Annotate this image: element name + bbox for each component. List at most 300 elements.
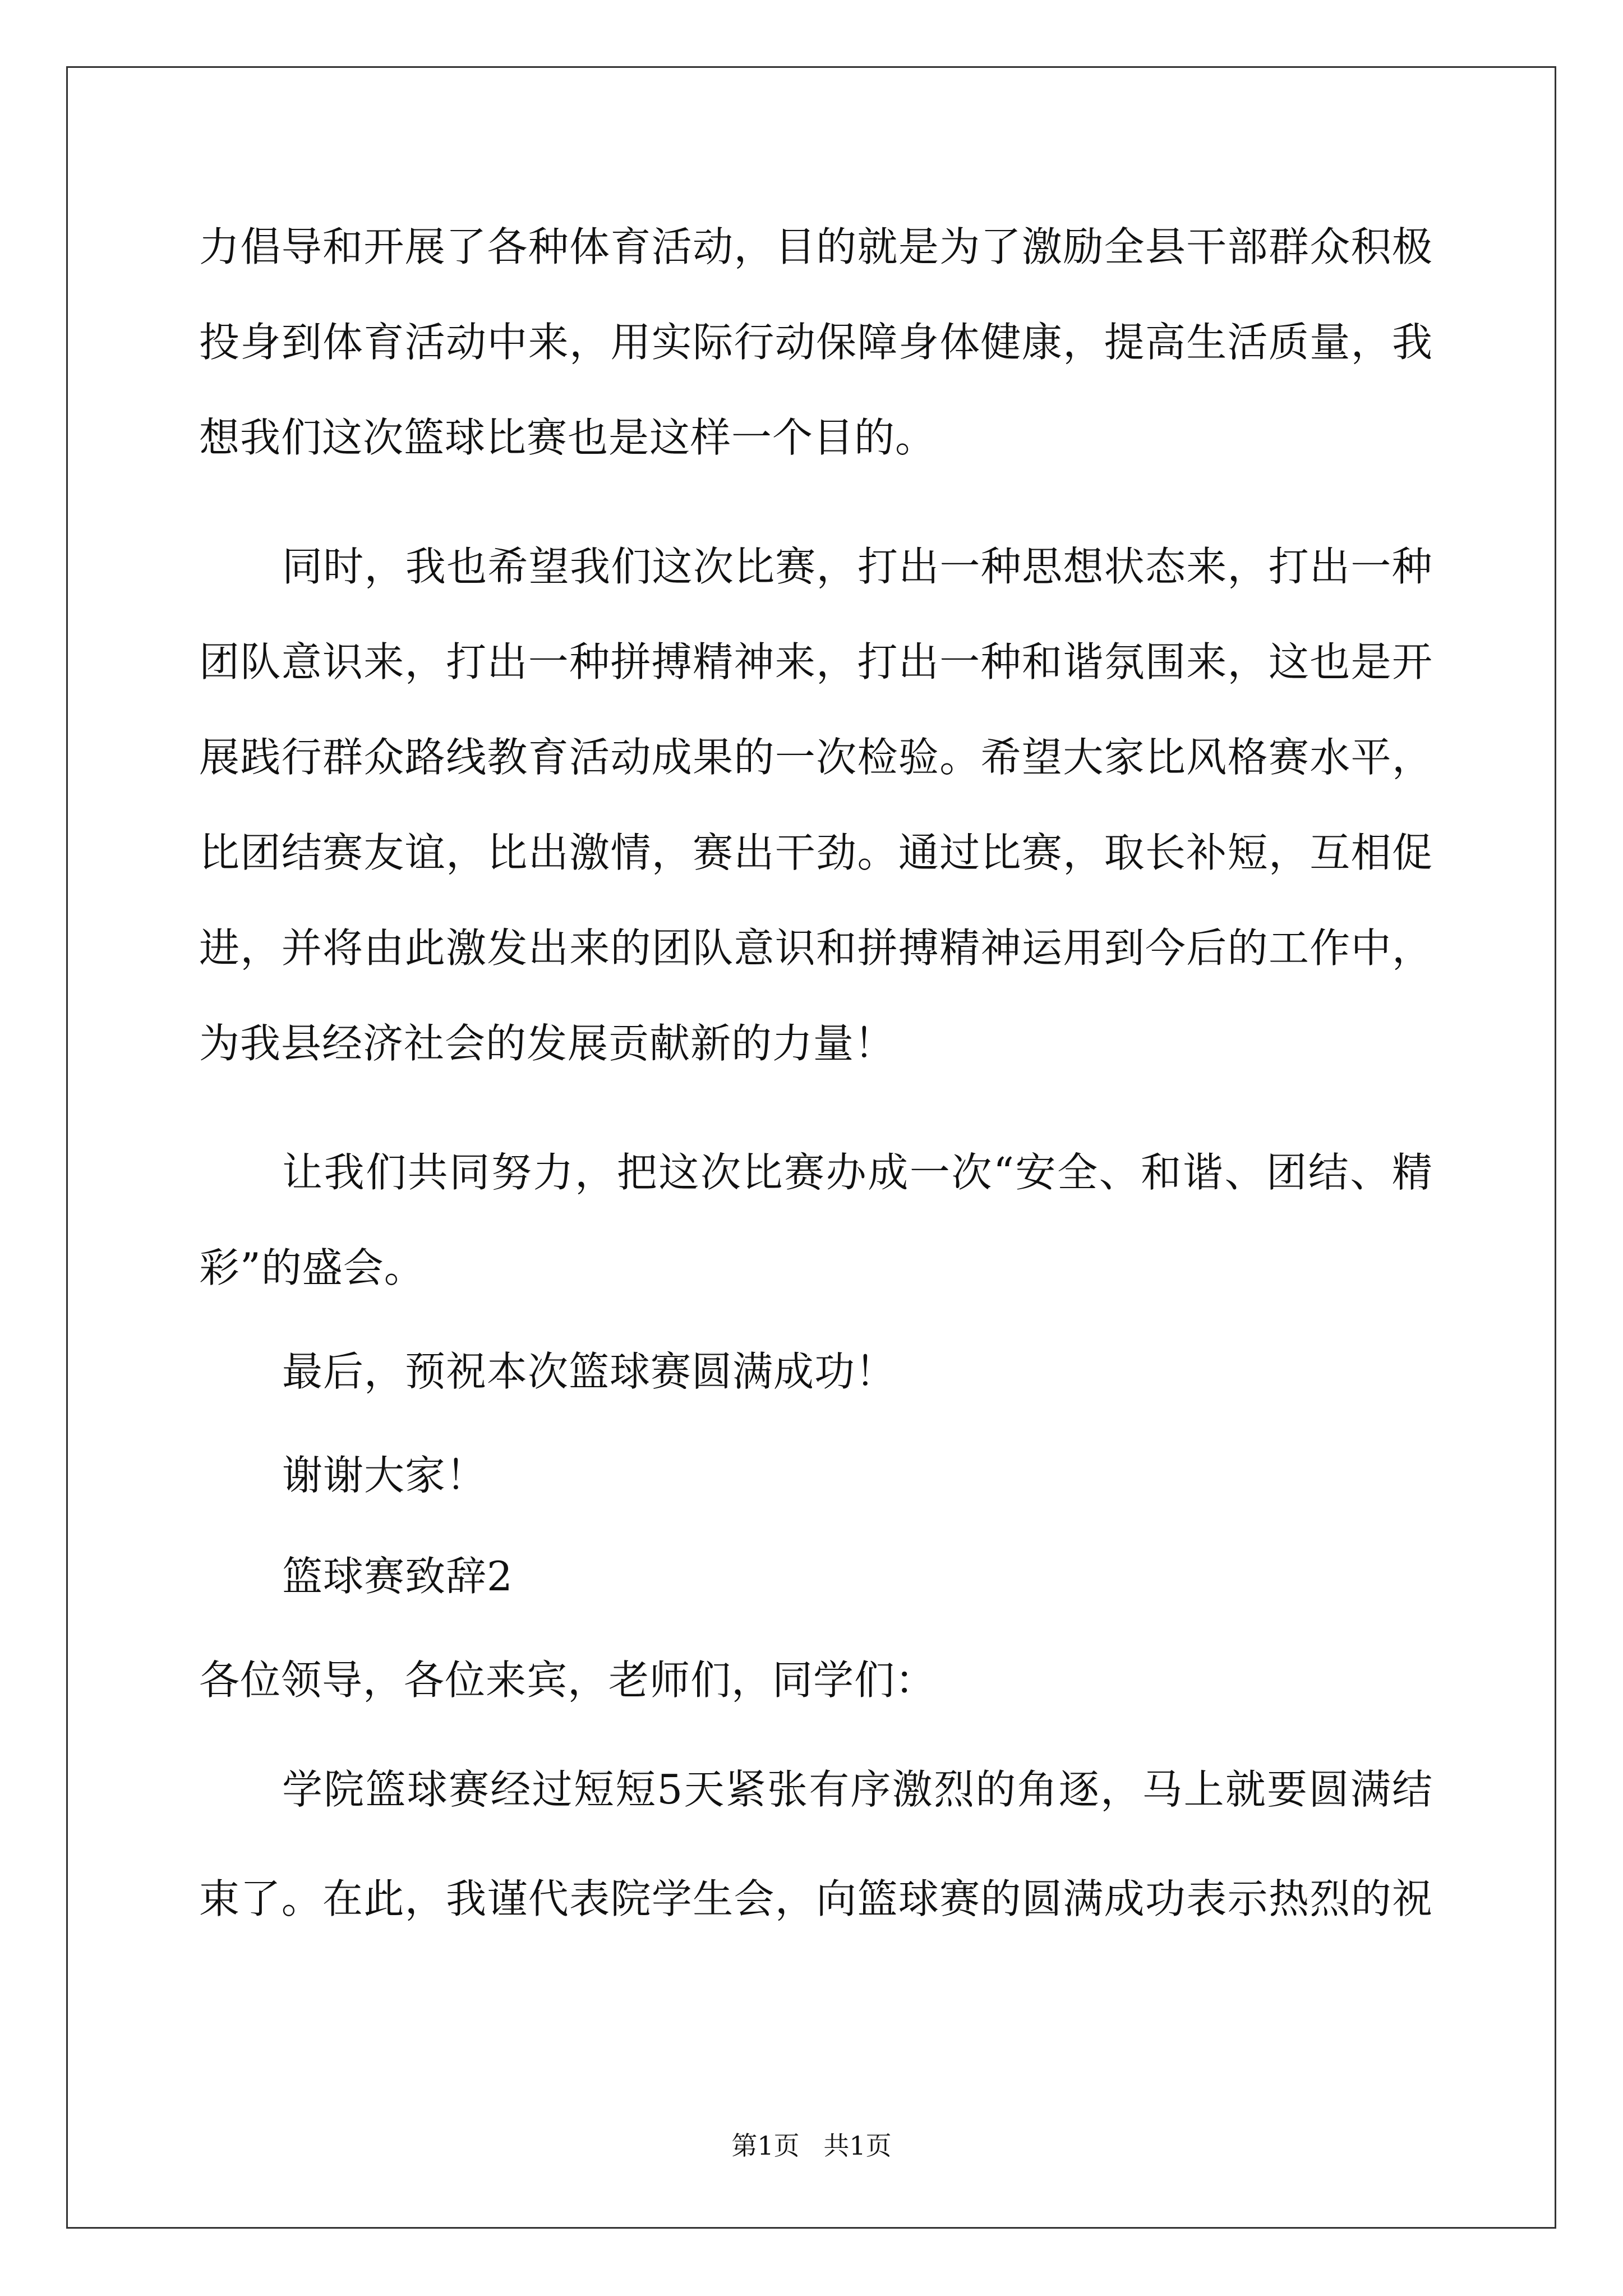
glyph: 工	[1268, 924, 1310, 972]
text-line: 为我县经济社会的发展贡献新的力量！	[199, 1020, 896, 1067]
glyph: 导	[281, 223, 322, 270]
salutation-line: 各位领导，各位来宾，老师们，同学们：	[199, 1657, 937, 1704]
glyph: ，	[404, 1875, 446, 1922]
glyph: 赛	[1268, 734, 1310, 781]
glyph: 意	[734, 924, 775, 972]
glyph: 群	[1268, 223, 1310, 270]
glyph: 识	[774, 924, 816, 972]
glyph: 天	[684, 1766, 725, 1813]
glyph: 团	[1266, 1149, 1308, 1196]
glyph: 一	[774, 734, 816, 781]
glyph: 由	[363, 924, 405, 972]
glyph: ，	[734, 223, 775, 270]
glyph: 种	[980, 543, 1022, 590]
glyph: 进	[199, 924, 241, 972]
glyph: 识	[322, 638, 364, 685]
glyph: 满	[1350, 1766, 1391, 1813]
glyph: 比	[980, 829, 1022, 876]
glyph: 各	[487, 223, 528, 270]
glyph: 发	[487, 924, 528, 972]
glyph: 篮	[857, 1875, 898, 1922]
glyph: 状	[1104, 543, 1145, 590]
glyph: 家	[1104, 734, 1145, 781]
glyph: 赛	[784, 1149, 826, 1196]
glyph: 想	[1063, 543, 1104, 590]
glyph: 表	[569, 1875, 611, 1922]
glyph: 就	[1225, 1766, 1266, 1813]
glyph: 干	[774, 829, 816, 876]
glyph: 为	[939, 223, 981, 270]
glyph: 赛	[939, 1875, 981, 1922]
glyph: 、	[1099, 1149, 1140, 1196]
glyph: 次	[700, 1149, 741, 1196]
text-line	[199, 314, 1433, 370]
glyph: 运	[1021, 924, 1063, 972]
glyph: 比	[199, 829, 241, 876]
glyph: 一	[909, 1149, 951, 1196]
glyph: 健	[980, 319, 1022, 366]
glyph: 开	[1391, 638, 1433, 685]
glyph: 拼	[857, 924, 898, 972]
glyph: 友	[363, 829, 405, 876]
glyph: 张	[767, 1766, 808, 1813]
glyph: 赛	[1021, 829, 1063, 876]
glyph: 动	[610, 734, 652, 781]
text-line: 想我们这次篮球比赛也是这样一个目的。	[199, 414, 937, 461]
glyph: 来	[1186, 638, 1228, 685]
thanks-line: 谢谢大家！	[282, 1452, 487, 1499]
glyph: 过	[939, 829, 981, 876]
glyph: 序	[850, 1766, 892, 1813]
glyph: 开	[363, 223, 405, 270]
glyph: 路	[404, 734, 446, 781]
glyph: 力	[533, 1149, 574, 1196]
glyph: 来	[528, 319, 569, 366]
glyph: 的	[734, 734, 775, 781]
glyph: 体	[939, 319, 981, 366]
glyph: 活	[1227, 319, 1269, 366]
glyph: 育	[363, 319, 405, 366]
glyph: 的	[610, 924, 652, 972]
glyph: 队	[240, 638, 282, 685]
glyph: 。	[281, 1875, 322, 1922]
glyph: 热	[1268, 1875, 1310, 1922]
glyph: 也	[1310, 638, 1351, 685]
glyph: 出	[734, 829, 775, 876]
glyph: 动	[774, 319, 816, 366]
glyph: 际	[693, 319, 734, 366]
glyph: 团	[199, 638, 241, 685]
glyph: ，	[404, 638, 446, 685]
glyph: 祝	[1391, 1875, 1433, 1922]
glyph: 身	[240, 319, 282, 366]
glyph: 此	[363, 1875, 405, 1922]
glyph: 的	[980, 1875, 1022, 1922]
glyph: ，	[575, 1149, 616, 1196]
glyph: 教	[487, 734, 528, 781]
glyph: 把	[616, 1149, 658, 1196]
glyph: 格	[1227, 734, 1269, 781]
glyph: 和	[322, 223, 364, 270]
glyph: 短	[1227, 829, 1269, 876]
glyph: 相	[1350, 829, 1392, 876]
glyph: 劲	[816, 829, 857, 876]
text-line	[199, 920, 1433, 976]
glyph: ，	[446, 829, 487, 876]
glyph: 比	[487, 829, 528, 876]
total-pages: 共1页	[823, 2131, 892, 2161]
glyph: 精	[939, 924, 981, 972]
glyph: 赛	[693, 829, 734, 876]
glyph: 来	[1186, 543, 1228, 590]
glyph: 补	[1186, 829, 1228, 876]
glyph: 烈	[1310, 1875, 1351, 1922]
glyph: 激	[892, 1766, 933, 1813]
glyph: 此	[404, 924, 446, 972]
glyph: 比	[734, 543, 776, 590]
glyph: 力	[199, 223, 241, 270]
glyph: 成	[651, 734, 693, 781]
glyph: 思	[1022, 543, 1063, 590]
glyph: 、	[1224, 1149, 1266, 1196]
glyph: 束	[199, 1875, 241, 1922]
glyph: 育	[610, 223, 652, 270]
glyph: 烈	[934, 1766, 975, 1813]
glyph: 一	[1350, 543, 1392, 590]
glyph: 和	[816, 924, 857, 972]
glyph: 活	[404, 319, 446, 366]
glyph: ，	[240, 924, 282, 972]
glyph: 育	[528, 734, 569, 781]
glyph: 果	[693, 734, 734, 781]
glyph: 干	[1186, 223, 1228, 270]
glyph: 我	[446, 1875, 487, 1922]
glyph: 角	[1017, 1766, 1058, 1813]
glyph: 圆	[1308, 1766, 1350, 1813]
glyph: 践	[240, 734, 282, 781]
glyph: 代	[528, 1875, 569, 1922]
paragraph-start-line	[199, 1144, 1433, 1200]
glyph: 赛	[322, 829, 364, 876]
glyph: 种	[980, 638, 1022, 685]
glyph: 县	[1145, 223, 1186, 270]
text-line	[199, 219, 1433, 275]
glyph: 线	[446, 734, 487, 781]
glyph: 让	[282, 1149, 324, 1196]
glyph: 活	[651, 223, 693, 270]
glyph: 作	[1310, 924, 1351, 972]
glyph: 结	[1391, 1766, 1433, 1813]
glyph: 的	[1227, 924, 1269, 972]
glyph: ，	[774, 1875, 816, 1922]
glyph: 5	[657, 1766, 684, 1813]
glyph: 态	[1145, 543, 1186, 590]
text-line	[199, 634, 1433, 690]
glyph: 学	[282, 1766, 324, 1813]
glyph: 极	[1391, 223, 1433, 270]
glyph: 谐	[1063, 638, 1104, 685]
glyph: 用	[610, 319, 652, 366]
glyph: 这	[652, 543, 693, 590]
glyph: 生	[1186, 319, 1228, 366]
glyph: 精	[693, 638, 734, 685]
glyph: 短	[573, 1766, 615, 1813]
glyph: 氛	[1104, 638, 1145, 685]
glyph: 办	[826, 1149, 867, 1196]
glyph: 谊	[404, 829, 446, 876]
glyph: 次	[816, 734, 857, 781]
glyph: 院	[324, 1766, 365, 1813]
glyph: 出	[528, 924, 569, 972]
glyph: “	[993, 1149, 1015, 1196]
glyph: 质	[1268, 319, 1310, 366]
glyph: 行	[281, 734, 322, 781]
glyph: 并	[281, 924, 322, 972]
glyph: 院	[610, 1875, 652, 1922]
glyph: 到	[1104, 924, 1145, 972]
glyph: 激	[1021, 223, 1063, 270]
glyph: 满	[1063, 1875, 1104, 1922]
glyph: 团	[651, 924, 693, 972]
glyph: ，	[651, 829, 693, 876]
glyph: 、	[1350, 1149, 1391, 1196]
glyph: 用	[1063, 924, 1104, 972]
glyph: 群	[322, 734, 364, 781]
glyph: 种	[528, 223, 569, 270]
glyph: 比	[742, 1149, 783, 1196]
glyph: 同	[282, 543, 324, 590]
glyph: 的	[816, 223, 857, 270]
glyph: 出	[1310, 543, 1351, 590]
glyph: 动	[693, 223, 734, 270]
glyph: 功	[1145, 1875, 1186, 1922]
glyph: 意	[281, 638, 322, 685]
glyph: 。	[939, 734, 981, 781]
glyph: 短	[615, 1766, 657, 1813]
glyph: 学	[651, 1875, 693, 1922]
glyph: 激	[569, 829, 611, 876]
glyph: 来	[774, 638, 816, 685]
glyph: 出	[898, 543, 940, 590]
glyph: 共	[407, 1149, 449, 1196]
glyph: 这	[1268, 638, 1310, 685]
glyph: 了	[446, 223, 487, 270]
glyph: 示	[1227, 1875, 1269, 1922]
glyph: 要	[1267, 1766, 1308, 1813]
glyph: 篮	[365, 1766, 407, 1813]
glyph: 出	[898, 638, 939, 685]
glyph: 是	[1350, 638, 1392, 685]
glyph: 水	[1310, 734, 1351, 781]
page-number: 第1页	[731, 2131, 800, 2161]
glyph: 谐	[1182, 1149, 1224, 1196]
glyph: 全	[1104, 223, 1145, 270]
glyph: 的	[1350, 1875, 1392, 1922]
glyph: 神	[734, 638, 775, 685]
glyph: 有	[809, 1766, 850, 1813]
glyph: 同	[449, 1149, 491, 1196]
glyph: ，	[1391, 924, 1433, 972]
glyph: 了	[980, 223, 1022, 270]
glyph: 体	[569, 223, 611, 270]
paragraph-start-line	[199, 539, 1433, 595]
glyph: 在	[322, 1875, 364, 1922]
glyph: 圆	[1021, 1875, 1063, 1922]
glyph: 打	[857, 543, 898, 590]
glyph: ，	[569, 319, 611, 366]
glyph: 来	[363, 638, 405, 685]
glyph: 一	[528, 638, 569, 685]
glyph: 望	[528, 543, 570, 590]
glyph: 结	[281, 829, 322, 876]
glyph: 到	[281, 319, 322, 366]
glyph: 提	[1104, 319, 1145, 366]
glyph: 一	[939, 638, 981, 685]
glyph: 会	[734, 1875, 775, 1922]
glyph: ，	[1227, 638, 1269, 685]
glyph: 康	[1021, 319, 1063, 366]
glyph: 将	[322, 924, 364, 972]
glyph: 球	[898, 1875, 939, 1922]
glyph: 逐	[1058, 1766, 1100, 1813]
glyph: ，	[1100, 1766, 1142, 1813]
glyph: ，	[1350, 319, 1392, 366]
glyph: ，	[1063, 829, 1104, 876]
section-heading: 篮球赛致辞2	[282, 1553, 513, 1600]
glyph: ，	[816, 638, 857, 685]
glyph: 团	[240, 829, 282, 876]
glyph: 投	[199, 319, 241, 366]
glyph: 部	[1227, 223, 1269, 270]
glyph: 们	[611, 543, 652, 590]
glyph: ，	[1268, 829, 1310, 876]
glyph: 激	[446, 924, 487, 972]
glyph: 这	[658, 1149, 700, 1196]
glyph: 我	[1391, 319, 1433, 366]
glyph: 的	[975, 1766, 1017, 1813]
glyph: 神	[980, 924, 1022, 972]
glyph: 紧	[725, 1766, 767, 1813]
glyph: 来	[569, 924, 611, 972]
glyph: 马	[1142, 1766, 1183, 1813]
glyph: 安	[1015, 1149, 1057, 1196]
glyph: 表	[1186, 1875, 1228, 1922]
glyph: 众	[363, 734, 405, 781]
glyph: ，	[364, 543, 405, 590]
glyph: 目	[774, 223, 816, 270]
glyph: 取	[1104, 829, 1145, 876]
glyph: 赛	[449, 1766, 490, 1813]
glyph: 体	[322, 319, 364, 366]
glyph: 检	[857, 734, 898, 781]
glyph: 赛	[775, 543, 817, 590]
glyph: 展	[199, 734, 241, 781]
glyph: 长	[1145, 829, 1186, 876]
glyph: 和	[1141, 1149, 1182, 1196]
glyph: 围	[1145, 638, 1186, 685]
glyph: 促	[1391, 829, 1433, 876]
glyph: 积	[1350, 223, 1392, 270]
glyph: 障	[857, 319, 898, 366]
glyph: 生	[693, 1875, 734, 1922]
glyph: ，	[1063, 319, 1104, 366]
glyph: 希	[487, 543, 529, 590]
glyph: 行	[734, 319, 775, 366]
glyph: 情	[610, 829, 652, 876]
glyph: 上	[1183, 1766, 1225, 1813]
text-line	[199, 1871, 1433, 1927]
glyph: 一	[939, 543, 981, 590]
glyph: 后	[1186, 924, 1228, 972]
glyph: ，	[1227, 543, 1269, 590]
glyph: 打	[1268, 543, 1310, 590]
glyph: 种	[569, 638, 611, 685]
glyph: 中	[487, 319, 528, 366]
glyph: 高	[1145, 319, 1186, 366]
glyph: 互	[1310, 829, 1351, 876]
glyph: 也	[446, 543, 488, 590]
glyph: 希	[980, 734, 1022, 781]
glyph: 球	[407, 1766, 448, 1813]
glyph: 我	[569, 543, 611, 590]
glyph: 出	[487, 638, 528, 685]
glyph: 望	[1021, 734, 1063, 781]
glyph: 和	[1021, 638, 1063, 685]
glyph: 。	[857, 829, 898, 876]
text-line	[199, 729, 1433, 785]
glyph: 种	[1391, 543, 1433, 590]
glyph: 活	[569, 734, 611, 781]
glyph: 验	[898, 734, 939, 781]
glyph: 经	[490, 1766, 532, 1813]
glyph: 大	[1063, 734, 1104, 781]
glyph: 展	[404, 223, 446, 270]
glyph: 队	[693, 924, 734, 972]
glyph: 结	[1308, 1149, 1349, 1196]
text-line: 彩”的盛会。	[199, 1244, 425, 1291]
glyph: 成	[868, 1149, 909, 1196]
glyph: 就	[857, 223, 898, 270]
glyph: 众	[1310, 223, 1351, 270]
glyph: 时	[323, 543, 365, 590]
glyph: 向	[816, 1875, 857, 1922]
glyph: ，	[816, 543, 857, 590]
glyph: 量	[1310, 319, 1351, 366]
glyph: 谨	[487, 1875, 528, 1922]
glyph: 身	[898, 319, 939, 366]
page-footer	[0, 2129, 1623, 2162]
paragraph-start-line	[199, 1761, 1433, 1818]
glyph: 了	[240, 1875, 282, 1922]
glyph: 出	[528, 829, 569, 876]
glyph: 搏	[651, 638, 693, 685]
glyph: 努	[491, 1149, 532, 1196]
glyph: 打	[446, 638, 487, 685]
glyph: 过	[532, 1766, 573, 1813]
glyph: 次	[693, 543, 734, 590]
glyph: 保	[816, 319, 857, 366]
glyph: 通	[898, 829, 939, 876]
glyph: 风	[1186, 734, 1228, 781]
glyph: 中	[1350, 924, 1392, 972]
glyph: 是	[898, 223, 939, 270]
glyph: 次	[951, 1149, 993, 1196]
glyph: 拼	[610, 638, 652, 685]
glyph: 动	[446, 319, 487, 366]
glyph: 搏	[898, 924, 939, 972]
glyph: 们	[366, 1149, 407, 1196]
glyph: 今	[1145, 924, 1186, 972]
